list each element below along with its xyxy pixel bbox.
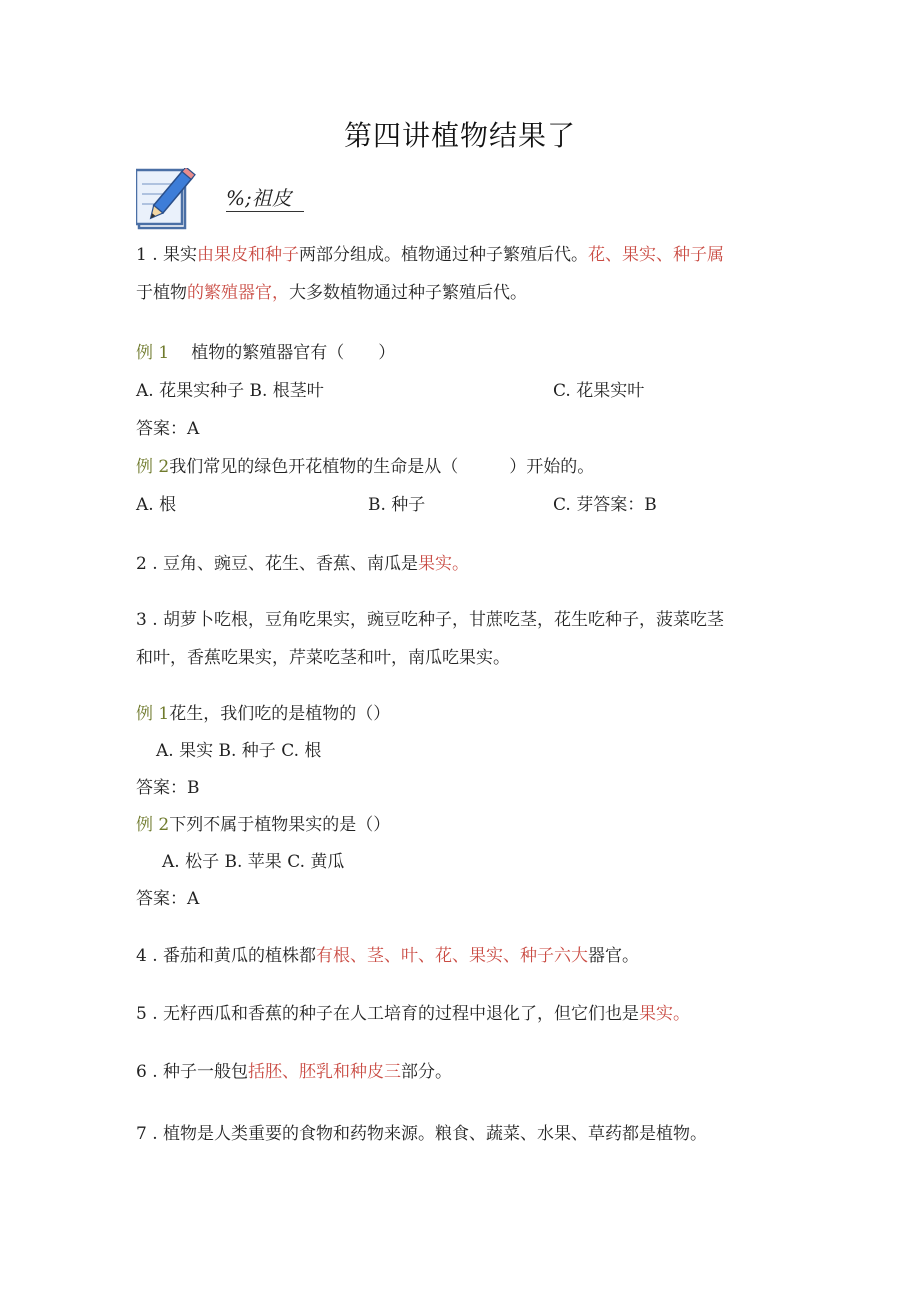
example-2-option-c-answer: C. 芽答案：B: [553, 495, 657, 515]
highlight-text: 有根、茎、叶、花、果实、种子六大: [316, 946, 589, 966]
section-label: %;祖皮: [226, 186, 304, 212]
paragraph-3-line-2: 和叶，香蕉吃果实，芹菜吃茎和叶，南瓜吃果实。: [136, 648, 510, 668]
question-text: 植物的繁殖器官有（ ）: [191, 343, 396, 363]
example-label: 例 2: [136, 457, 170, 477]
example-2-option-a: A. 根: [136, 495, 177, 515]
highlight-text: 的繁殖器官，: [187, 283, 289, 303]
paragraph-5: [136, 1003, 690, 1025]
page-title: 第四讲植物结果了: [343, 119, 576, 152]
text: 5 . 无籽西瓜和香蕉的种子在人工培育的过程中退化了，但它们也是: [136, 1004, 640, 1024]
text: 部分。: [401, 1062, 453, 1082]
paragraph-3-line-1: 3 . 胡萝卜吃根，豆角吃果实，豌豆吃种子，甘蔗吃茎，花生吃种子，菠菜吃茎: [136, 610, 725, 630]
example-label: 例 1: [136, 343, 170, 363]
example-2b-options: A. 松子 B. 苹果 C. 黄瓜: [162, 852, 345, 872]
example-1-answer: 答案：A: [136, 419, 200, 439]
paragraph-2: [136, 553, 469, 575]
example-2-option-b: B. 种子: [368, 495, 426, 515]
text: 两部分组成。植物通过种子繁殖后代。: [299, 245, 589, 265]
example-1-question: [136, 342, 395, 364]
example-label: 例 1: [136, 704, 170, 724]
text: 2 . 豆角、豌豆、花生、香蕉、南瓜是: [136, 554, 419, 574]
example-1b-options: A. 果实 B. 种子 C. 根: [156, 741, 322, 761]
highlight-text: 由果皮和种子: [197, 245, 300, 265]
question-text: 花生，我们吃的是植物的（）: [169, 704, 391, 724]
text: 于植物: [136, 283, 187, 303]
highlight-text: 果实。: [639, 1004, 691, 1024]
paragraph-1-line-1: [136, 244, 724, 266]
example-1b-question: [136, 703, 390, 725]
example-1-option-c: C. 花果实叶: [553, 381, 645, 401]
highlight-text: 花、果实、种子属: [588, 245, 725, 265]
question-text: 下列不属于植物果实的是（）: [169, 815, 391, 835]
text: 大多数植物通过种子繁殖后代。: [289, 283, 527, 303]
example-2b-question: [136, 814, 390, 836]
example-1-options-ab: A. 花果实种子 B. 根茎叶: [136, 381, 324, 401]
example-2-question: [136, 456, 594, 478]
text: 器官。: [588, 946, 640, 966]
highlight-text: 果实。: [418, 554, 470, 574]
example-label: 例 2: [136, 815, 170, 835]
paragraph-1-line-2: [136, 282, 527, 304]
example-2b-answer: 答案：A: [136, 889, 200, 909]
question-text: 我们常见的绿色开花植物的生命是从（ ）开始的。: [169, 457, 595, 477]
pencil-notepad-icon: [136, 168, 198, 232]
text: 1 . 果实: [136, 245, 198, 265]
example-1b-answer: 答案：B: [136, 778, 200, 798]
paragraph-6: [136, 1061, 452, 1083]
text: 4 . 番茄和黄瓜的植株都: [136, 946, 317, 966]
highlight-text: 括胚、胚乳和种皮三: [248, 1062, 402, 1082]
paragraph-4: [136, 945, 639, 967]
text: 6 . 种子一般包: [136, 1062, 249, 1082]
paragraph-7: 7 . 植物是人类重要的食物和药物来源。粮食、蔬菜、水果、草药都是植物。: [136, 1124, 708, 1144]
